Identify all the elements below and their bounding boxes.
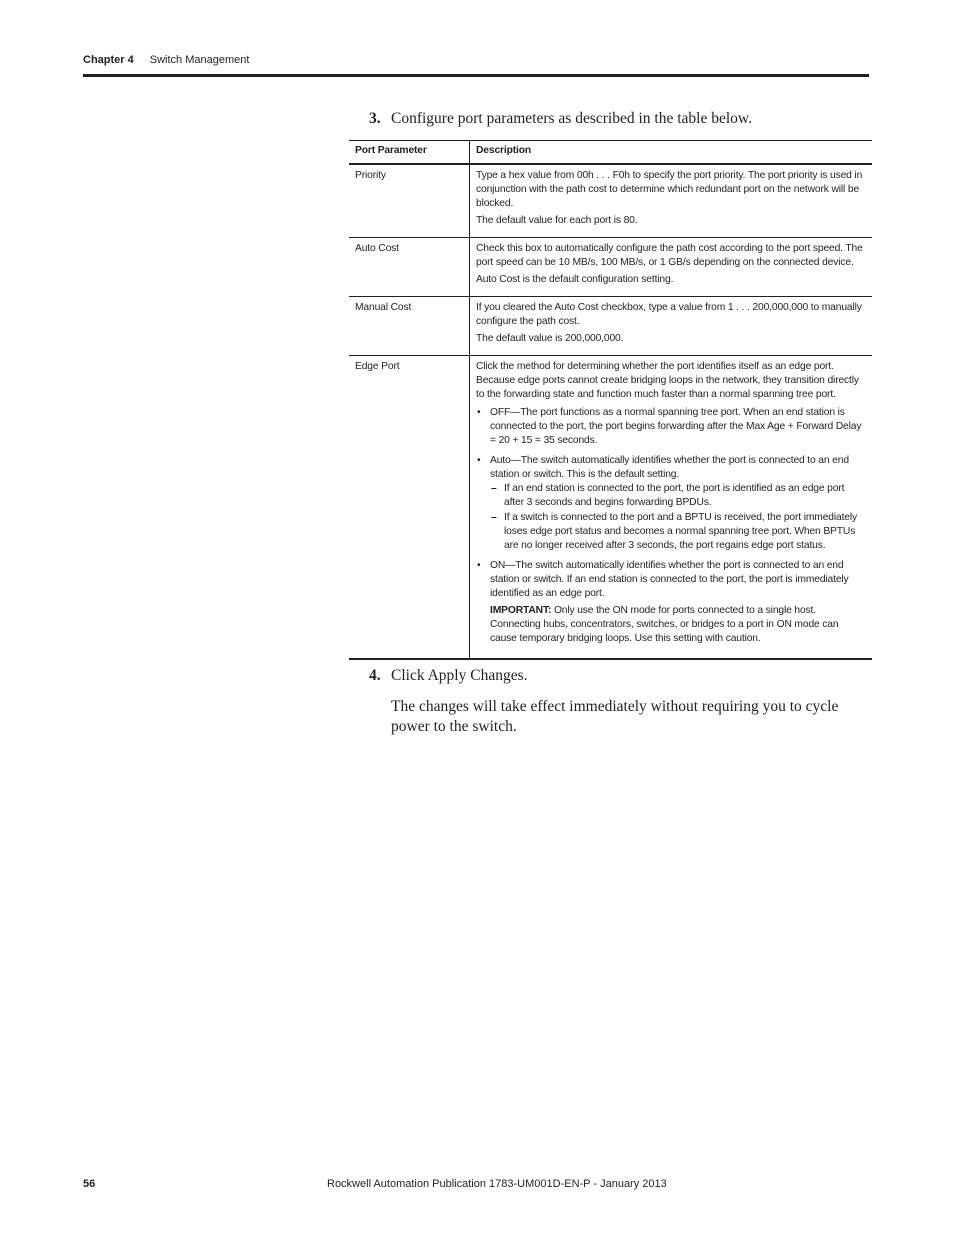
table-header-row [349, 141, 872, 165]
param-name: Edge Port [349, 356, 470, 660]
publication-footer: Rockwell Automation Publication 1783-UM001D-EN-P - January 2013 [327, 1178, 667, 1190]
option-on: ON—The switch automatically identifies whether the port is connected to an end station or switch. If an end station is connected to the port, the port is immediately identified as an edge port. [490, 560, 849, 599]
param-name: Manual Cost [349, 297, 470, 356]
page-number: 56 [83, 1178, 96, 1190]
description-text: Click the method for determining whether the port identifies itself as an edge port. Because edge ports cannot create bridging loops in the network, they transition directly to the forwarding state and function much faster than a normal spanning tree port. [476, 361, 859, 400]
auto-sub-options [490, 482, 866, 553]
option-off: OFF—The port functions as a normal spanning tree port. When an end station is connected to the port, the port begins forwarding after the Max Age + Forward Delay = 20 + 15 = 35 seconds. [490, 407, 862, 446]
table-row [349, 164, 872, 238]
important-text: Only use the ON mode for ports connected to a single host. Connecting hubs, concentrators, switches, or bridges to a port in ON mode can cause temporary bridging loops. Use this setting with caution. [490, 605, 839, 644]
important-note [490, 604, 866, 646]
step-4-number: 4. [369, 667, 381, 684]
section-title: Switch Management [149, 54, 250, 66]
list-item [476, 454, 866, 553]
port-parameter-table [349, 140, 872, 660]
list-item [476, 559, 866, 646]
param-description [470, 297, 873, 356]
param-description [470, 238, 873, 297]
chapter-label: Chapter 4 [83, 54, 134, 66]
step-4 [369, 667, 527, 685]
table-row [349, 356, 872, 660]
description-text: Auto Cost is the default configuration setting. [476, 274, 674, 285]
description-text: The default value for each port is 80. [476, 215, 638, 226]
header-rule [83, 74, 869, 77]
description-text: If you cleared the Auto Cost checkbox, type a value from 1 . . . 200,000,000 to manually configure the path cost. [476, 302, 862, 327]
table-row [349, 238, 872, 297]
description-text: Type a hex value from 00h . . . F0h to specify the port priority. The port priority is used in conjunction with the path cost to determine which redundant port on the network will be blocked. [476, 170, 863, 209]
important-label: IMPORTANT: [490, 605, 552, 616]
list-item [476, 406, 866, 448]
step-4-note: The changes will take effect immediately without requiring you to cycle power to the switch. [391, 698, 839, 735]
running-header [83, 54, 249, 66]
step-3 [369, 110, 752, 128]
step-3-number: 3. [369, 110, 381, 127]
column-header-parameter: Port Parameter [349, 141, 470, 165]
step-4-text: Click Apply Changes. [391, 667, 528, 684]
param-name: Priority [349, 164, 470, 238]
step-3-text: Configure port parameters as described in the table below. [391, 110, 752, 127]
param-description [470, 356, 873, 660]
option-auto: Auto—The switch automatically identifies whether the port is connected to an end station or switch. This is the default setting. [490, 455, 849, 480]
table-row [349, 297, 872, 356]
list-item: – If a switch is connected to the port and a BPTU is received, the port immediately loses edge port status and becomes a normal spanning tree port. When BPTUs are no longer received after 3 seconds, the port regains edge port status. [490, 511, 866, 553]
param-description [470, 164, 873, 238]
param-name: Auto Cost [349, 238, 470, 297]
list-item: – If an end station is connected to the port, the port is identified as an edge port after 3 seconds and begins forwarding BPDUs. [490, 482, 866, 510]
edge-port-options [476, 406, 866, 646]
description-text: Check this box to automatically configure the path cost according to the port speed. The port speed can be 10 MB/s, 100 MB/s, or 1 GB/s depending on the connected device. [476, 243, 863, 268]
description-text: The default value is 200,000,000. [476, 333, 624, 344]
column-header-description: Description [470, 141, 873, 165]
